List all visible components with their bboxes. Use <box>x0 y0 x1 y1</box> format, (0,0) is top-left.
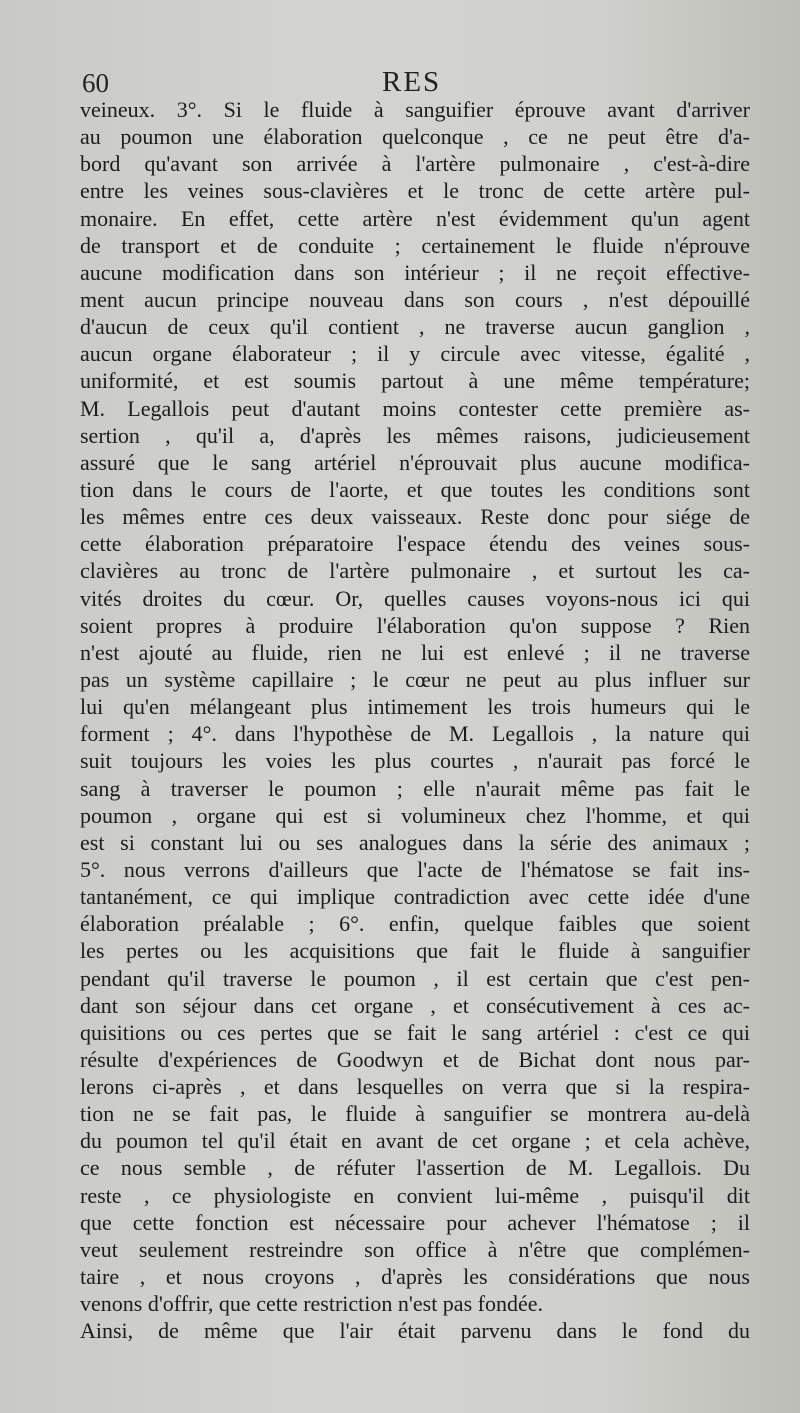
text-line: forment ; 4°. dans l'hypothèse de M. Legallois , la nature qui <box>80 721 750 747</box>
text-line: sang à traverser le poumon ; elle n'aurait même pas fait le <box>80 775 750 801</box>
text-line: que cette fonction est nécessaire pour achever l'hématose ; il <box>80 1209 750 1235</box>
text-line: ce nous semble , de réfuter l'assertion de M. Legallois. Du <box>80 1155 750 1181</box>
text-line: assuré que le sang artériel n'éprouvait plus aucune modifica- <box>80 449 750 475</box>
text-line: tantanément, ce qui implique contradiction avec cette idée d'une <box>80 884 750 910</box>
text-line: vités droites du cœur. Or, quelles causes voyons-nous ici qui <box>80 585 750 611</box>
text-line: est si constant lui ou ses analogues dans la série des animaux ; <box>80 829 750 855</box>
text-line: soient propres à produire l'élaboration qu'on suppose ? Rien <box>80 612 750 638</box>
text-line: entre les veines sous-clavières et le tronc de cette artère pul- <box>80 178 750 204</box>
text-line: lerons ci-après , et dans lesquelles on verra que si la respira- <box>80 1074 750 1100</box>
text-line: veut seulement restreindre son office à n'être que complémen- <box>80 1236 750 1262</box>
text-line: clavières au tronc de l'artère pulmonaire , et surtout les ca- <box>80 558 750 584</box>
body-text <box>80 96 750 1344</box>
text-line: résulte d'expériences de Goodwyn et de Bichat dont nous par- <box>80 1046 750 1072</box>
text-line: élaboration préalable ; 6°. enfin, quelque faibles que soient <box>80 911 750 937</box>
text-line: veineux. 3°. Si le fluide à sanguifier éprouve avant d'arriver <box>80 97 750 122</box>
text-line: de transport et de conduite ; certainement le fluide n'éprouve <box>80 232 750 258</box>
text-line: les pertes ou les acquisitions que fait le fluide à sanguifier <box>80 938 750 964</box>
text-line: pas un système capillaire ; le cœur ne peut au plus influer sur <box>80 666 750 692</box>
text-line: cette élaboration préparatoire l'espace étendu des veines sous- <box>80 531 750 557</box>
text-line: bord qu'avant son arrivée à l'artère pulmonaire , c'est-à-dire <box>80 151 750 177</box>
text-line: aucun organe élaborateur ; il y circule avec vitesse, égalité , <box>80 341 750 367</box>
text-line: Ainsi, de même que l'air était parvenu dans le fond du <box>80 1318 750 1344</box>
text-line: pendant qu'il traverse le poumon , il est certain que c'est pen- <box>80 965 750 991</box>
text-line: reste , ce physiologiste en convient lui-même , puisqu'il dit <box>80 1182 750 1208</box>
text-line: tion ne se fait pas, le fluide à sanguifier se montrera au-delà <box>80 1101 750 1127</box>
text-line: venons d'offrir, que cette restriction n'est pas fondée. <box>80 1291 543 1317</box>
running-head: RES <box>382 66 442 98</box>
text-line: quisitions ou ces pertes que se fait le sang artériel : c'est ce qui <box>80 1019 750 1045</box>
text-line: 5°. nous verrons d'ailleurs que l'acte de l'hématose se fait ins- <box>80 856 750 882</box>
text-line: sertion , qu'il a, d'après les mêmes raisons, judicieusement <box>80 422 750 448</box>
text-line: taire , et nous croyons , d'après les considérations que nous <box>80 1264 750 1290</box>
text-line: monaire. En effet, cette artère n'est évidemment qu'un agent <box>80 205 750 231</box>
text-line: dant son séjour dans cet organe , et consécutivement à ces ac- <box>80 992 750 1018</box>
text-line: n'est ajouté au fluide, rien ne lui est enlevé ; il ne traverse <box>80 639 750 665</box>
text-line: M. Legallois peut d'autant moins contester cette première as- <box>80 395 750 421</box>
text-line: au poumon une élaboration quelconque , ce ne peut être d'a- <box>80 124 750 150</box>
text-line: du poumon tel qu'il était en avant de cet organe ; et cela achève, <box>80 1128 750 1154</box>
text-line: suit toujours les voies les plus courtes , n'aurait pas forcé le <box>80 748 750 774</box>
text-line: d'aucun de ceux qu'il contient , ne traverse aucun ganglion , <box>80 314 750 340</box>
text-line: aucune modification dans son intérieur ; il ne reçoit effective- <box>80 259 750 285</box>
text-line: poumon , organe qui est si volumineux chez l'homme, et qui <box>80 802 750 828</box>
text-line: ment aucun principe nouveau dans son cours , n'est dépouillé <box>80 286 750 312</box>
text-line: uniformité, et est soumis partout à une même température; <box>80 368 750 394</box>
text-line: tion dans le cours de l'aorte, et que toutes les conditions sont <box>80 476 750 502</box>
text-line: les mêmes entre ces deux vaisseaux. Reste donc pour siége de <box>80 504 750 530</box>
page-number: 60 <box>82 68 109 98</box>
text-line: lui qu'en mélangeant plus intimement les trois humeurs qui le <box>80 694 750 720</box>
